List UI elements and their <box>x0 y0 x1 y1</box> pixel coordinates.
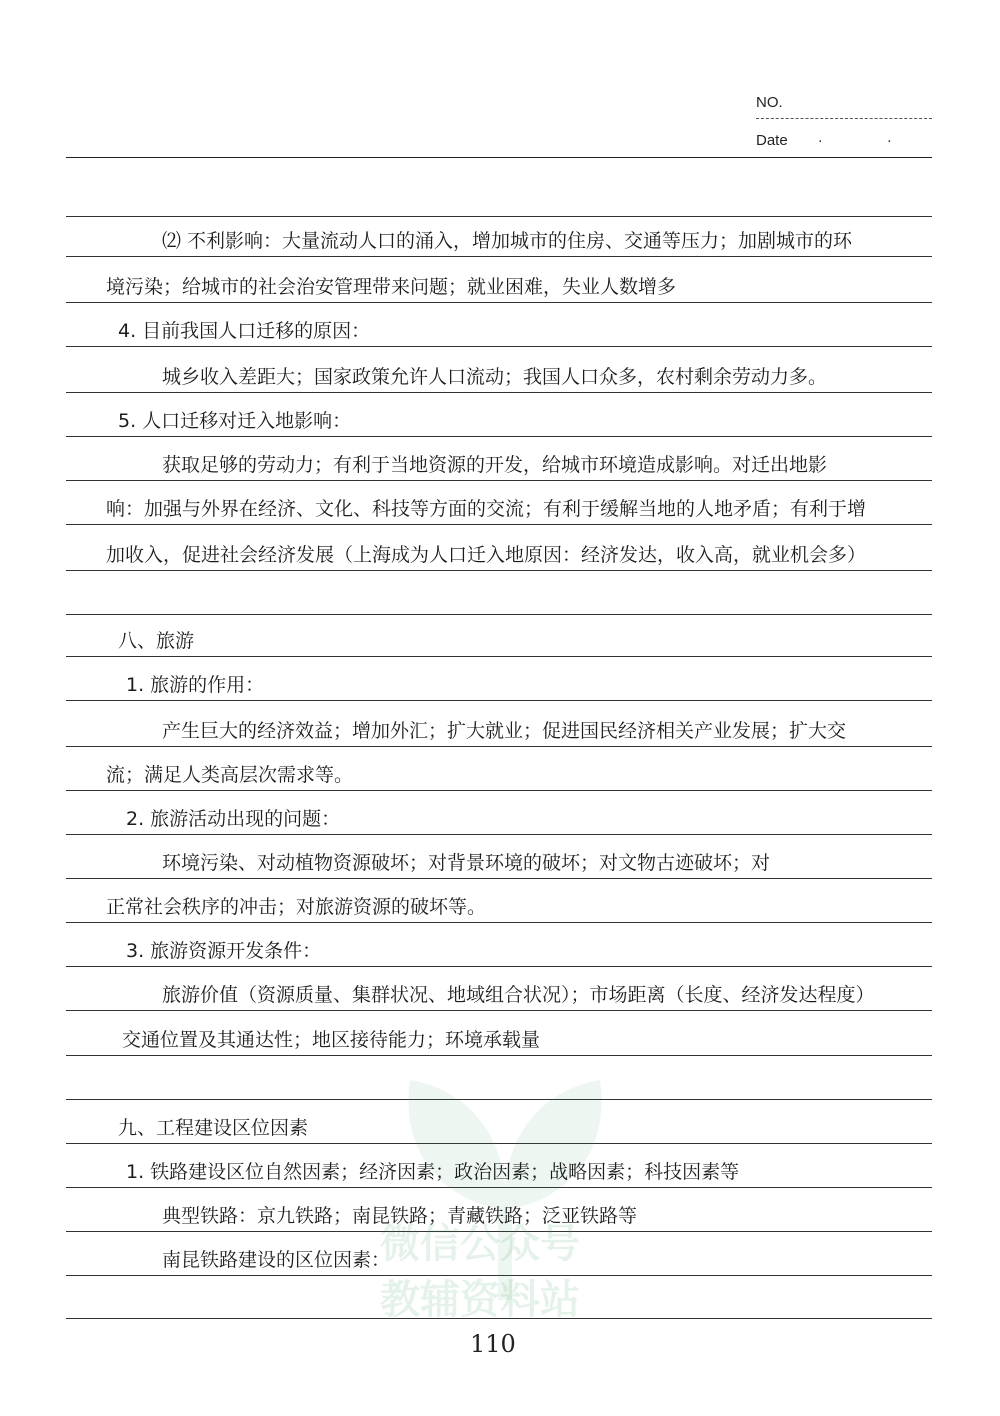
line-text: 流；满足人类高层次需求等。 <box>106 764 354 786</box>
handwritten-line <box>66 538 932 572</box>
line-text: 旅游价值（资源质量、集群状况、地域组合状况）；市场距离（长度、经济发达程度） <box>162 984 875 1006</box>
watermark-text-2: 教辅资料站 <box>380 1277 580 1323</box>
handwritten-line <box>66 1023 932 1057</box>
handwritten-line <box>66 1199 932 1233</box>
handwritten-line <box>66 1155 932 1189</box>
date-dots: · · <box>817 132 922 149</box>
ruled-line <box>66 216 932 217</box>
line-text: 5. 人口迁移对迁入地影响： <box>118 410 352 432</box>
line-text: 九、工程建设区位因素 <box>118 1117 309 1139</box>
line-text: 南昆铁路建设的区位因素： <box>162 1249 391 1271</box>
handwritten-line <box>66 360 932 394</box>
handwritten-line <box>66 224 932 258</box>
line-text: 境污染；给城市的社会治安管理带来问题；就业困难，失业人数增多 <box>106 276 677 298</box>
line-text: 4. 目前我国人口迁移的原因： <box>118 320 371 342</box>
line-text: 环境污染、对动植物资源破坏；对背景环境的破坏；对文物古迹破坏；对 <box>162 852 771 874</box>
line-text: 产生巨大的经济效益；增加外汇；扩大就业；促进国民经济相关产业发展；扩大交 <box>162 720 847 742</box>
line-text: 1. 旅游的作用： <box>126 674 265 696</box>
handwritten-line <box>66 978 932 1012</box>
line-text: 获取足够的劳动力；有利于当地资源的开发，给城市环境造成影响。对迁出地影 <box>162 454 828 476</box>
handwritten-line <box>66 668 932 702</box>
handwritten-line <box>66 758 932 792</box>
line-text: 响：加强与外界在经济、文化、科技等方面的交流；有利于缓解当地的人地矛盾；有利于增 <box>106 498 867 520</box>
handwritten-line <box>66 1243 932 1277</box>
handwritten-line <box>66 314 932 348</box>
line-text: 正常社会秩序的冲击；对旅游资源的破坏等。 <box>106 896 487 918</box>
watermark-text-1: 微信公众号 <box>380 1221 580 1267</box>
no-dashed-line <box>756 118 932 119</box>
ruled-line <box>66 1099 932 1100</box>
handwritten-line <box>66 714 932 748</box>
line-text: 2. 旅游活动出现的问题： <box>126 808 341 830</box>
handwritten-line <box>66 802 932 836</box>
line-text: 典型铁路：京九铁路；南昆铁路；青藏铁路；泛亚铁路等 <box>162 1205 638 1227</box>
date-field <box>756 132 922 149</box>
header-rule <box>66 157 932 158</box>
line-text: 交通位置及其通达性；地区接待能力；环境承载量 <box>122 1029 541 1051</box>
line-text: 1. 铁路建设区位自然因素；经济因素；政治因素；战略因素；科技因素等 <box>126 1161 740 1183</box>
handwritten-line <box>66 934 932 968</box>
page-number: 110 <box>470 1330 516 1358</box>
no-label: NO. <box>756 94 783 111</box>
line-text: 八、旅游 <box>118 630 195 652</box>
line-text: 3. 旅游资源开发条件： <box>126 940 322 962</box>
line-text: 城乡收入差距大；国家政策允许人口流动；我国人口众多，农村剩余劳动力多。 <box>162 366 828 388</box>
handwritten-line <box>66 448 932 482</box>
handwritten-line <box>66 270 932 304</box>
handwritten-line <box>66 846 932 880</box>
line-text: 加收入，促进社会经济发展（上海成为人口迁入地原因：经济发达，收入高，就业机会多） <box>106 544 867 566</box>
ruled-line <box>66 614 932 615</box>
handwritten-line <box>66 890 932 924</box>
date-label: Date <box>756 132 788 149</box>
handwritten-line <box>66 492 932 526</box>
handwritten-line <box>66 404 932 438</box>
line-text: ⑵ 不利影响：大量流动人口的涌入，增加城市的住房、交通等压力；加剧城市的环 <box>162 230 853 252</box>
handwritten-line <box>66 1111 932 1145</box>
handwritten-line <box>66 624 932 658</box>
